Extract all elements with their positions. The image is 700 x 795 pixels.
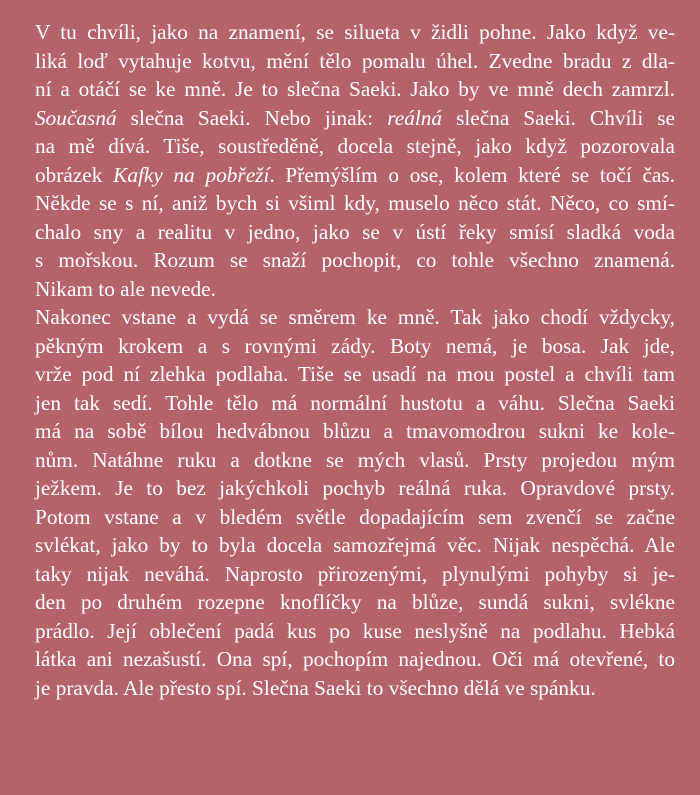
text-line <box>35 218 675 247</box>
text-segment: Potom vstane a v bledém světle dopadajícím sem zvenčí se začne <box>35 504 675 529</box>
text-line <box>35 360 675 389</box>
text-line <box>35 75 675 104</box>
text-line <box>35 617 675 646</box>
text-line <box>35 674 675 703</box>
text-line <box>35 474 675 503</box>
text-line <box>35 246 675 275</box>
text-segment: Někde se s ní, aniž bych si všiml kdy, muselo něco stát. Něco, co smí- <box>35 191 675 215</box>
text-segment: prádlo. Její oblečení padá kus po kuse neslyšně na podlahu. Hebká <box>35 618 675 643</box>
text-segment: látka ani nezašustí. Ona spí, pochopím najednou. Oči má otevřené, to <box>35 647 675 671</box>
paragraph <box>35 18 675 303</box>
text-segment: ní a otáčí se ke mně. Je to slečna Saeki. Jako by ve mně dech zamrzl. <box>35 77 675 101</box>
text-segment: slečna Saeki. Nebo jinak: <box>116 105 388 130</box>
text-segment: Nakonec vstane a vydá se směrem ke mně. Tak jako chodí vždycky, <box>35 305 675 329</box>
text-line <box>35 47 675 76</box>
text-segment: slečna Saeki. Chvíli se <box>442 105 676 130</box>
text-segment: s mořskou. Rozum se snaží pochopit, co tohle všechno znamená. <box>35 248 675 272</box>
text-segment: na mě dívá. Tiše, soustředěně, docela stejně, jako když pozorovala <box>35 134 675 158</box>
text-line <box>35 161 675 190</box>
text-line <box>35 588 675 617</box>
text-line <box>35 189 675 218</box>
text-line <box>35 132 675 161</box>
text-segment: liká loď vytahuje kotvu, mění tělo pomalu úhel. Zvedne bradu z dla- <box>35 48 675 73</box>
italic-phrase: Současná <box>35 105 117 130</box>
text-segment: obrázek <box>35 162 114 187</box>
text-line <box>35 531 675 560</box>
text-segment: chalo sny a realitu v jedno, jako se v ústí řeky smísí sladká voda <box>35 219 675 244</box>
text-segment: taky nijak neváhá. Naprosto přirozenými, plynulými pohyby si je- <box>35 561 675 586</box>
text-line <box>35 303 675 332</box>
paragraph <box>35 303 675 702</box>
text-segment: je pravda. Ale přesto spí. Slečna Saeki to všechno dělá ve spánku. <box>35 675 596 700</box>
text-line <box>35 104 675 133</box>
text-line <box>35 446 675 475</box>
text-segment: Nikam to ale nevede. <box>35 276 216 301</box>
text-line <box>35 503 675 532</box>
text-line <box>35 332 675 361</box>
text-segment: svlékat, jako by to byla docela samozřejmá věc. Nijak nespěchá. Ale <box>35 533 675 557</box>
text-line <box>35 560 675 589</box>
body-text <box>35 18 700 702</box>
text-segment: ježkem. Je to bez jakýchkoli pochyb reálná ruka. Opravdové prsty. <box>35 476 675 500</box>
text-segment: den po druhém rozepne knoflíčky na blůze, sundá sukni, svlékne <box>35 590 675 614</box>
text-segment: . Přemýšlím o ose, kolem které se točí čas. <box>269 162 675 187</box>
text-segment: má na sobě bílou hedvábnou blůzu a tmavomodrou sukni ke kole- <box>35 419 675 443</box>
text-line <box>35 645 675 674</box>
text-line <box>35 18 675 47</box>
text-line <box>35 389 675 418</box>
text-segment: jen tak sedí. Tohle tělo má normální hustotu a váhu. Slečna Saeki <box>35 390 675 415</box>
text-segment: V tu chvíli, jako na znamení, se silueta v židli pohne. Jako když ve- <box>35 20 675 44</box>
text-segment: vrže pod ní zlehka podlaha. Tiše se usadí na mou postel a chvíli tam <box>35 362 675 386</box>
text-segment: pěkným krokem a s rovnými zády. Boty nemá, je bosa. Jak jde, <box>35 333 675 358</box>
italic-phrase: Kafky na pobřeží <box>113 162 270 187</box>
text-line <box>35 417 675 446</box>
italic-phrase: reálná <box>387 105 443 130</box>
text-line <box>35 275 675 304</box>
text-segment: nům. Natáhne ruku a dotkne se mých vlasů. Prsty projedou mým <box>35 447 675 472</box>
